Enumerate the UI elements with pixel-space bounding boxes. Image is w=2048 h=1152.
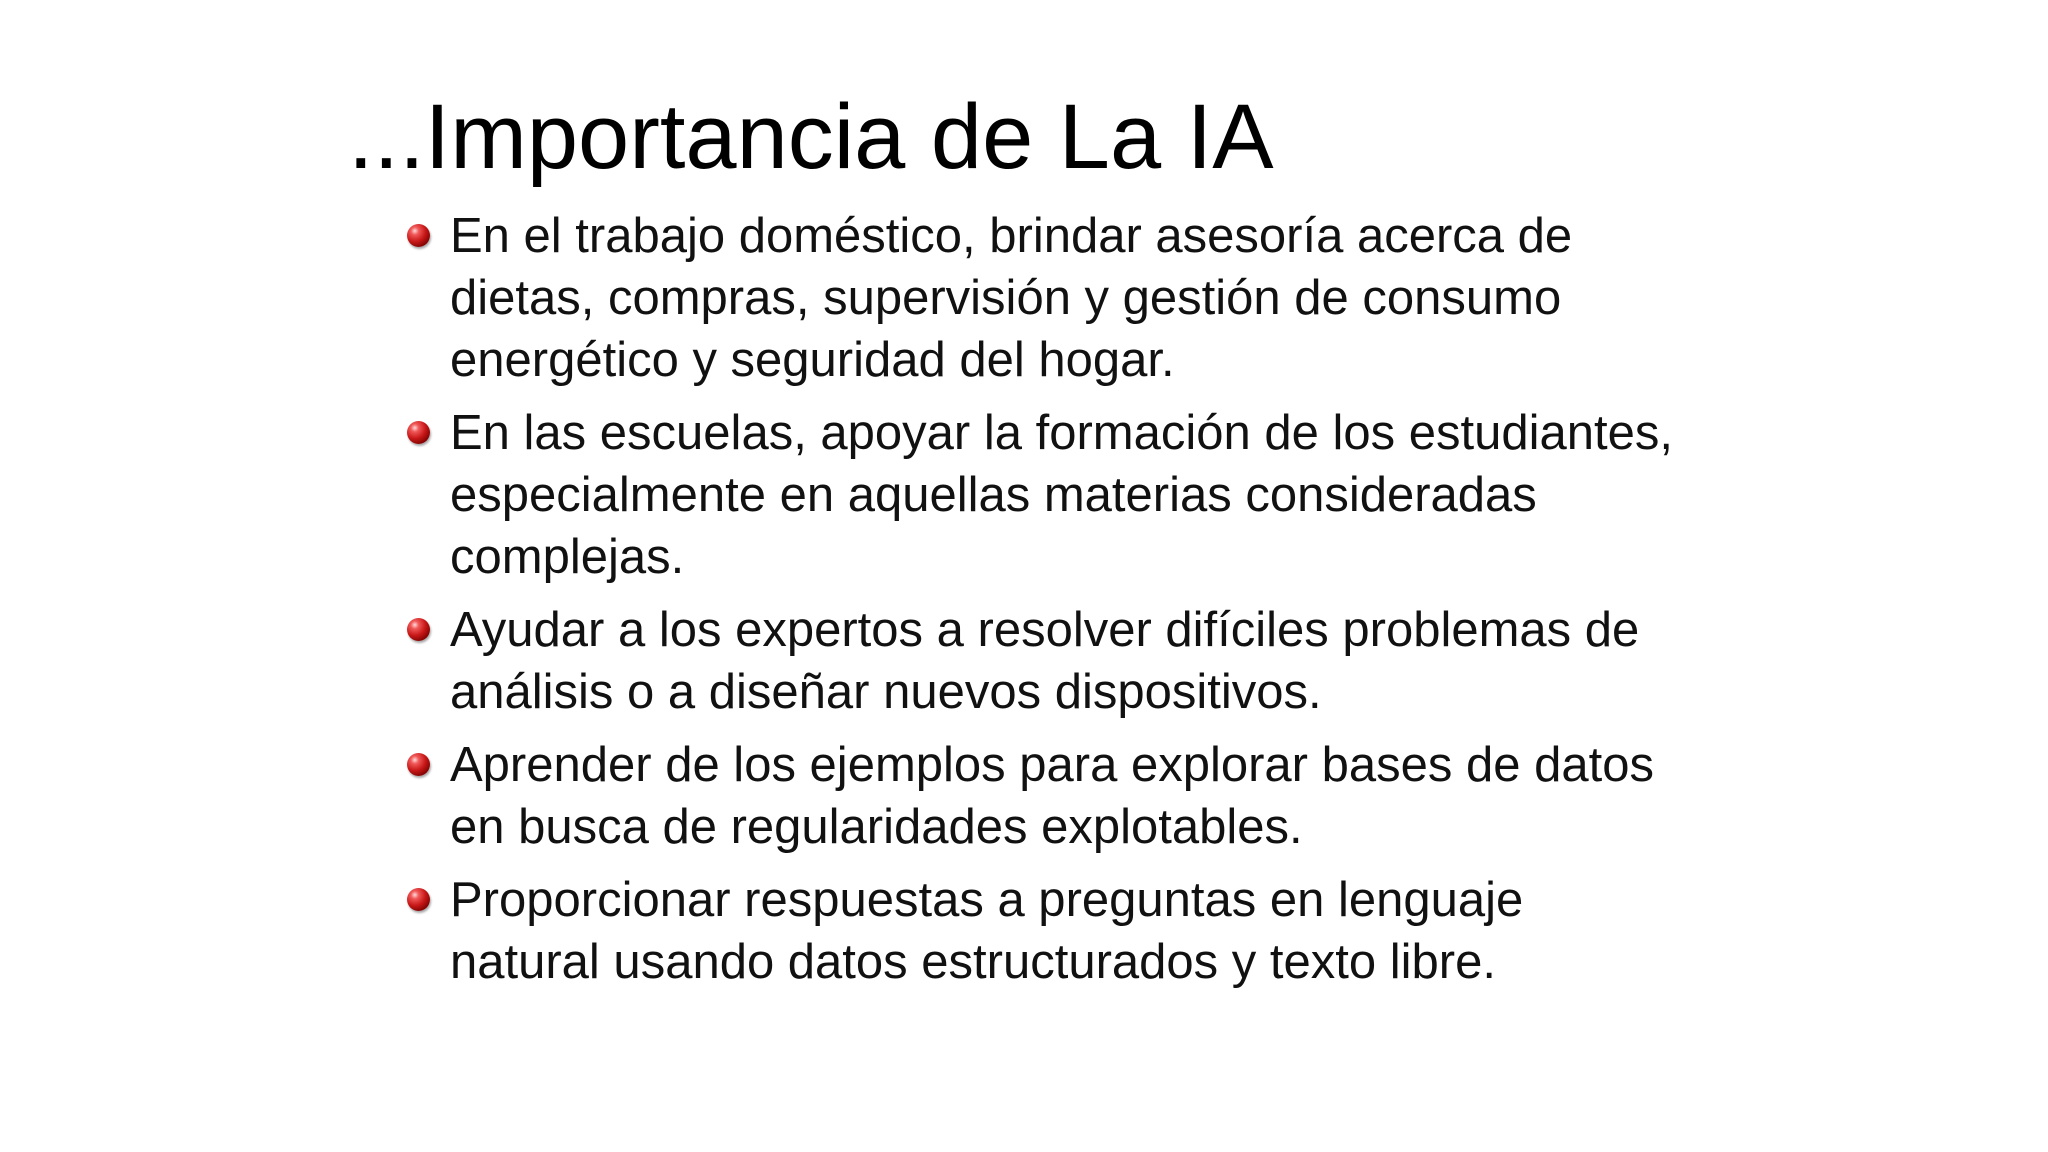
bullet-line: En las escuelas, apoyar la formación de los estudiantes, [450,406,1673,460]
bullet-line: especialmente en aquellas materias consideradas [450,468,1537,522]
bullet-item-schools [400,402,1760,588]
red-sphere-bullet-icon [407,753,430,776]
bullet-line: En el trabajo doméstico, brindar asesoría acerca de [450,209,1573,263]
bullet-line: Aprender de los ejemplos para explorar bases de datos [450,738,1654,792]
red-sphere-bullet-icon [407,224,430,247]
bullet-line: análisis o a diseñar nuevos dispositivos. [450,665,1322,719]
bullet-line: Proporcionar respuestas a preguntas en lenguaje [450,873,1524,927]
bullet-item-learning [400,734,1760,858]
bullet-line: Ayudar a los expertos a resolver difíciles problemas de [450,603,1640,657]
bullet-list [400,205,1760,1004]
red-sphere-bullet-icon [407,618,430,641]
bullet-line: natural usando datos estructurados y texto libre. [450,935,1496,989]
bullet-line: dietas, compras, supervisión y gestión de consumo [450,271,1562,325]
bullet-line: energético y seguridad del hogar. [450,333,1175,387]
bullet-line: complejas. [450,530,685,584]
red-sphere-bullet-icon [407,421,430,444]
bullet-item-answers [400,869,1760,993]
bullet-item-household [400,205,1760,391]
bullet-item-experts [400,599,1760,723]
red-sphere-bullet-icon [407,888,430,911]
slide-title: ...Importancia de La IA [348,86,1274,188]
bullet-line: en busca de regularidades explotables. [450,800,1303,854]
